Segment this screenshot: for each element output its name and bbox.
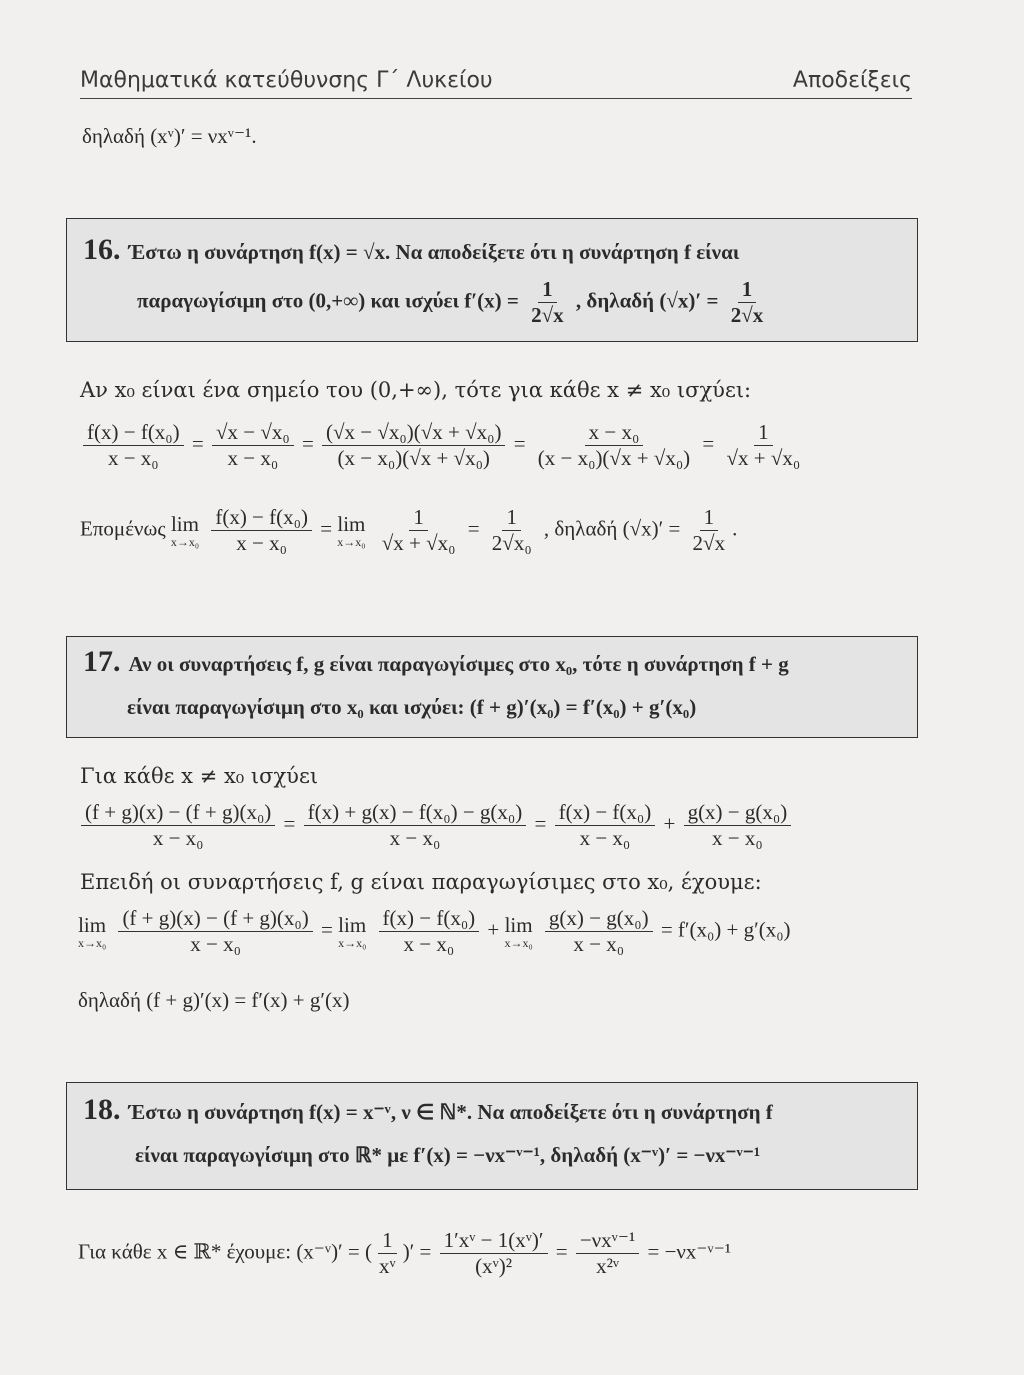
proof-17-line3: δηλαδή (f + g)′(x) = f′(x) + g′(x) xyxy=(78,988,350,1012)
theorem-16-number: 16. xyxy=(83,233,121,266)
limit: lim x→x₀ xyxy=(338,912,367,950)
fraction: $\frac{\text{f(x) − f(x₀)}}{\text{x − x₀}}$ xyxy=(83,420,184,471)
fraction: $\frac{\text{f(x) − f(x₀)}}{\text{x − x₀}}$ xyxy=(555,800,656,851)
theorem-18-line1 xyxy=(83,1093,773,1127)
fraction: $\frac{\text{g(x) − g(x₀)}}{\text{x − x₀}}$ xyxy=(684,800,792,851)
theorem-16-text3: , δηλαδή (√x)′ = xyxy=(575,288,719,313)
fraction: $\frac{\text{(f + g)(x) − (f + g)(x₀)}}{\text{x − x₀}}$ xyxy=(118,906,312,957)
fraction: $\frac{\text{f(x) − f(x₀)}}{\text{x − x₀}}$ xyxy=(211,505,312,556)
fraction: $\frac{1}{2√x}$ xyxy=(692,505,726,556)
theorem-17-line2: είναι παραγωγίσιμη στο x₀ και ισχύει: (f + g)′(x₀) = f′(x₀) + g′(x₀) xyxy=(127,695,697,719)
fraction: $\frac{\text{(f + g)(x) − (f + g)(x₀)}}{\text{x − x₀}}$ xyxy=(81,800,275,851)
proof-18-equation: Για κάθε x ∈ ℝ* έχουμε: (x⁻ᵛ)′ = ( $\frac{1}{\text{xᵛ}}$ )′ = $\frac{\text{1′xᵛ − 1(xᵛ)′}}{\text{(xᵛ)²}}$ = $\frac{\text{−νxᵛ⁻¹}}{\text{x²ᵛ}}$ = −νx⁻ᵛ⁻¹ xyxy=(78,1228,732,1279)
proof-16-line1: Αν x₀ είναι ένα σημείο του (0,+∞), τότε για κάθε x ≠ x₀ ισχύει: xyxy=(80,378,752,402)
fraction: $\frac{\text{1′xᵛ − 1(xᵛ)′}}{\text{(xᵛ)²}}$ xyxy=(440,1228,548,1279)
header-section: Αποδείξεις xyxy=(792,68,912,93)
epomenos-label: Επομένως xyxy=(80,516,166,541)
theorem-18-line2: είναι παραγωγίσιμη στο ℝ* με f′(x) = −νx⁻ᵛ⁻¹, δηλαδή (x⁻ᵛ)′ = −νx⁻ᵛ⁻¹ xyxy=(135,1143,761,1167)
proof-17-rhs: = f′(x₀) + g′(x₀) xyxy=(660,917,791,942)
theorem-16-text: Έστω η συνάρτηση f(x) = √x. Να αποδείξετε ότι η συνάρτηση f είναι xyxy=(128,240,740,264)
theorem-16-box xyxy=(66,218,918,342)
theorem-17-box xyxy=(66,636,918,738)
limit: lim x→x₀ xyxy=(170,511,200,549)
theorem-16-fraction2: $\frac{1}{2√x}$ xyxy=(730,277,764,328)
theorem-17-text: Αν οι συναρτήσεις f, g είναι παραγωγίσιμες στο x₀, τότε η συνάρτηση f + g xyxy=(128,652,789,676)
page-header xyxy=(80,62,912,99)
theorem-18-text: Έστω η συνάρτηση f(x) = x⁻ᵛ, ν ∈ ℕ*. Να αποδείξετε ότι η συνάρτηση f xyxy=(128,1100,773,1124)
theorem-16-line2 xyxy=(137,277,770,328)
theorem-16-fraction: $\frac{1}{2√x}$ xyxy=(531,277,564,328)
fraction: $\frac{\text{√x − √x₀}}{\text{x − x₀}}$ xyxy=(212,420,294,471)
proof-17-line2: Επειδή οι συναρτήσεις f, g είναι παραγωγίσιμες στο x₀, έχουμε: xyxy=(80,870,762,894)
proof-17-equation1: $\frac{\text{(f + g)(x) − (f + g)(x₀)}}{\text{x − x₀}}$ = $\frac{\text{f(x) + g(x) − f(x₀) − g(x₀)}}{\text{x − x₀}}$ = $\frac{\text{f(x) − f(x₀)}}{\text{x − x₀}}$ + $\frac{\text{g(x) − g(x₀)}}{\text{x − x₀}}$ xyxy=(78,800,794,851)
theorem-18-box xyxy=(66,1082,918,1190)
fraction: $\frac{\text{f(x) − f(x₀)}}{\text{x − x₀}}$ xyxy=(379,906,480,957)
fraction: $\frac{\text{f(x) + g(x) − f(x₀) − g(x₀)}}{\text{x − x₀}}$ xyxy=(304,800,527,851)
fraction: $\frac{\text{(√x − √x₀)(√x + √x₀)}}{\text{(x − x₀)(√x + √x₀)}}$ xyxy=(322,420,505,471)
proof-18-text: Για κάθε x ∈ ℝ* έχουμε: (x⁻ᵛ)′ = xyxy=(78,1239,360,1264)
intro-line: δηλαδή (xᵛ)′ = νxᵛ⁻¹. xyxy=(82,124,257,148)
limit: lim x→x₀ xyxy=(504,912,533,950)
proof-16-equation1: $\frac{\text{f(x) − f(x₀)}}{\text{x − x₀}}$ = $\frac{\text{√x − √x₀}}{\text{x − x₀}}$ = $\frac{\text{(√x − √x₀)(√x + √x₀)}}{\text{(x − x₀)(√x + √x₀)}}$ = $\frac{\text{x − x₀}}{\text{(x − x₀)(√x + √x₀)}}$ = $\frac{1}{\text{√x + √x₀}}$ xyxy=(80,420,807,471)
limit: lim x→x₀ xyxy=(78,912,107,950)
limit: lim x→x₀ xyxy=(337,511,366,549)
proof-16-dilad: , δηλαδή (√x)′ = xyxy=(543,516,681,541)
fraction: $\frac{1}{\text{√x + √x₀}}$ xyxy=(381,505,456,556)
theorem-16-line1 xyxy=(83,233,739,267)
fraction: $\frac{1}{\text{xᵛ}}$ xyxy=(379,1228,396,1279)
header-title: Μαθηματικά κατεύθυνσης Γ΄ Λυκείου xyxy=(80,68,493,93)
fraction: $\frac{1}{\text{√x + √x₀}}$ xyxy=(726,420,801,471)
fraction: $\frac{1}{\text{2√x₀}}$ xyxy=(491,505,532,556)
fraction: $\frac{\text{x − x₀}}{\text{(x − x₀)(√x + √x₀)}}$ xyxy=(537,420,691,471)
proof-17-line1: Για κάθε x ≠ x₀ ισχύει xyxy=(80,764,319,788)
proof-18-rhs: = −νx⁻ᵛ⁻¹ xyxy=(647,1239,732,1264)
fraction: $\frac{\text{−νxᵛ⁻¹}}{\text{x²ᵛ}}$ xyxy=(576,1228,639,1279)
theorem-17-number: 17. xyxy=(83,645,121,678)
proof-16-equation2: Επομένως lim x→x₀ $\frac{\text{f(x) − f(x₀)}}{\text{x − x₀}}$ = lim x→x₀ $\frac{1}{\text{√x + √x₀}}$ = $\frac{1}{\text{2√x₀}}$ , δηλαδή (√x)′ = $\frac{1}{2√x}$ . xyxy=(80,505,738,556)
theorem-18-number: 18. xyxy=(83,1093,121,1126)
fraction: $\frac{\text{g(x) − g(x₀)}}{\text{x − x₀}}$ xyxy=(545,906,653,957)
theorem-16-text2: παραγωγίσιμη στο (0,+∞) και ισχύει f′(x) = xyxy=(137,288,519,313)
proof-17-equation2: lim x→x₀ $\frac{\text{(f + g)(x) − (f + g)(x₀)}}{\text{x − x₀}}$ = lim x→x₀ $\frac{\text{f(x) − f(x₀)}}{\text{x − x₀}}$ + lim x→x₀ $\frac{\text{g(x) − g(x₀)}}{\text{x − x₀}}$ = f′(x₀) + g′(x₀) xyxy=(78,906,791,957)
theorem-17-line1 xyxy=(83,645,789,679)
